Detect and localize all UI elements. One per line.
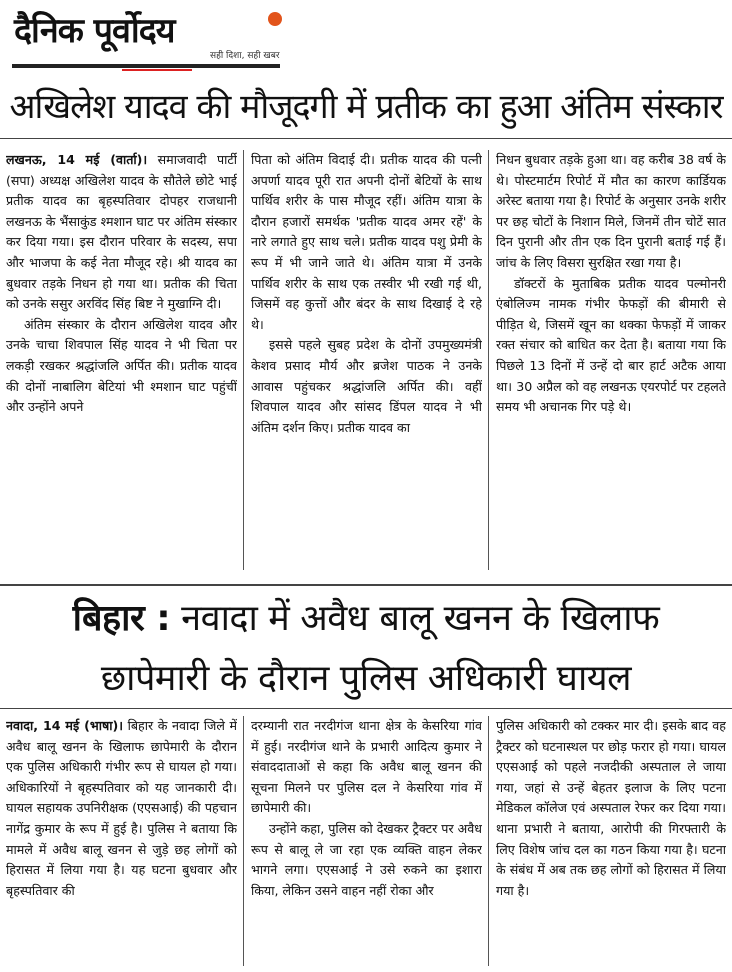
- masthead-rule: [12, 64, 280, 68]
- story2-paragraph: उन्होंने कहा, पुलिस को देखकर ट्रैक्टर पर अवैध रूप से बालू ले जा रहा एक व्यक्ति वाहन लेकर भागने लगा। एएसआई ने उसे रुकने का इशारा किया, लेकिन उसने वाहन नहीं रोका और: [251, 820, 482, 898]
- story2-dateline: नवादा, 14 मई (भाषा)।: [6, 718, 124, 733]
- headline-divider: [0, 138, 732, 139]
- headline-divider: [0, 708, 732, 709]
- story2-column-1: [6, 716, 237, 970]
- story2-column-3: [496, 716, 726, 970]
- column-divider: [243, 150, 244, 570]
- story1-headline: अखिलेश यादव की मौजूदगी में प्रतीक का हुआ अंतिम संस्कार: [9, 87, 723, 127]
- story1-paragraph: इससे पहले सुबह प्रदेश के दोनों उपमुख्यमंत्री केशव प्रसाद मौर्य और ब्रजेश पाठक ने उनके आवास पहुंचकर श्रद्धांजलि अर्पित की। वहीं शिवपाल यादव और सांसद डिंपल यादव ने भी अंतिम दर्शन किए। प्रतीक यादव का: [251, 337, 482, 435]
- story1-dateline: लखनऊ, 14 मई (वार्ता)।: [6, 152, 148, 167]
- story1-column-2: [251, 150, 482, 576]
- story-separator: [0, 584, 732, 586]
- column-divider: [488, 716, 489, 966]
- story2-text: बिहार के नवादा जिले में अवैध बालू खनन के खिलाफ छापेमारी के दौरान एक पुलिस अधिकारी गंभीर रूप से घायल हो गया। अधिकारियों ने बृहस्पतिवार को यह जानकारी दी। घायल सहायक उपनिरीक्षक (एएसआई) की पहचान नागेंद्र कुमार के रूप में हुई है। पुलिस ने बताया कि मामले में अवैध बालू खनन से जुड़े छह लोगों को हिरासत में लिया गया है। यह घटना बुधवार और बृहस्पतिवार की: [6, 718, 237, 898]
- story1-paragraph: निधन बुधवार तड़के हुआ था। वह करीब 38 वर्ष के थे। पोस्टमार्टम रिपोर्ट में मौत का कारण कार्डियक अरेस्ट बताया गया है। रिपोर्ट के अनुसार उनके शरीर पर छह चोटों के निशान मिले, जिनमें तीन चोटें सात दिन पुरानी और तीन एक दिन पुरानी बताई गई हैं। जांच के लिए विसरा सुरक्षित रखा गया है।: [496, 152, 726, 270]
- masthead-accent-rule: [122, 69, 192, 71]
- story2-headline-prefix: बिहार :: [72, 598, 171, 639]
- story2-headline-line-1: [10, 596, 722, 642]
- newspaper-logo: दैनिक पूर्वोदय: [14, 11, 175, 51]
- column-divider: [488, 150, 489, 570]
- story2-headline-line-2: छापेमारी के दौरान पुलिस अधिकारी घायल: [100, 658, 632, 699]
- story1-column-3: [496, 150, 726, 576]
- story1-paragraph: [6, 150, 237, 315]
- story2-column-2: [251, 716, 482, 970]
- story2-paragraph: पुलिस अधिकारी को टक्कर मार दी। इसके बाद वह ट्रैक्टर को घटनास्थल पर छोड़ फरार हो गया। घायल एएसआई को पहले नजदीकी अस्पताल ले जाया गया, जहां से उन्हें बेहतर इलाज के लिए पटना मेडिकल कॉलेज एवं अस्पताल रेफर कर दिया गया। थाना प्रभारी ने बताया, आरोपी की गिरफ्तारी के लिए विशेष जांच दल का गठन किया गया है। घटना के संबंध में अब तक छह लोगों को हिरासत में लिया गया है।: [496, 718, 726, 898]
- masthead: [12, 4, 292, 70]
- masthead-tagline: सही दिशा, सही खबर: [210, 51, 280, 61]
- column-divider: [243, 716, 244, 966]
- story1-column-1: [6, 150, 237, 576]
- story2-paragraph: दरम्यानी रात नरदीगंज थाना क्षेत्र के केसरिया गांव में हुई। नरदीगंज थाने के प्रभारी आदित्य कुमार ने संवाददाताओं से कहा कि अवैध बालू खनन की सूचना मिलने पर पुलिस दल ने केसरिया गांव में छापेमारी की।: [251, 718, 482, 816]
- logo-dot-icon: [268, 12, 282, 26]
- story1-text: समाजवादी पार्टी (सपा) अध्यक्ष अखिलेश यादव के सौतेले छोटे भाई प्रतीक यादव का बृहस्पतिवार दोपहर राजधानी लखनऊ के भैंसाकुंड श्मशान घाट पर अंतिम संस्कार कर दिया गया। इस दौरान परिवार के सदस्य, सपा और भाजपा के कई नेता मौजूद रहे। श्री यादव का बुधवार तड़के निधन हो गया था। प्रतीक की चिता को उनके ससुर अरविंद सिंह बिष्ट ने मुखाग्नि दी।: [6, 152, 237, 312]
- story1-paragraph: पिता को अंतिम विदाई दी। प्रतीक यादव की पत्नी अपर्णा यादव पूरी रात अपनी दोनों बेटियों के साथ पार्थिव शरीर के पास मौजूद रहीं। अंतिम यात्रा के दौरान हजारों समर्थक 'प्रतीक यादव अमर रहें' के नारे लगाते हुए साथ चले। प्रतीक यादव पशु प्रेमी के रूप में भी जाने जाते थे। अंतिम यात्रा में उनके पार्थिव शरीर के साथ एक तस्वीर भी रखी गई थी, जिसमें वह कुत्तों और बंदर के साथ दिखाई दे रहे थे।: [251, 152, 482, 332]
- story1-paragraph: डॉक्टरों के मुताबिक प्रतीक यादव पल्मोनरी एंबोलिज्म नामक गंभीर फेफड़ों की बीमारी से पीड़ित थे, जिसमें खून का थक्का फेफड़ों में जाकर रक्त संचार को बाधित कर देता है। बताया गया कि पिछले 13 दिनों में उन्हें दो बार हार्ट अटैक आया था। 30 अप्रैल को वह लखनऊ एयरपोर्ट पर टहलते समय भी अचानक गिर पड़े थे।: [496, 275, 726, 415]
- story1-paragraph: अंतिम संस्कार के दौरान अखिलेश यादव और उनके चाचा शिवपाल सिंह यादव ने भी चिता पर लकड़ी रखकर श्रद्धांजलि अर्पित की। प्रतीक यादव की दोनों नाबालिग बेटियां भी श्मशान घाट पहुंचीं और उन्होंने अपने: [6, 316, 237, 415]
- story2-paragraph: [6, 716, 237, 901]
- story2-headline-text: नवादा में अवैध बालू खनन के खिलाफ: [170, 598, 660, 639]
